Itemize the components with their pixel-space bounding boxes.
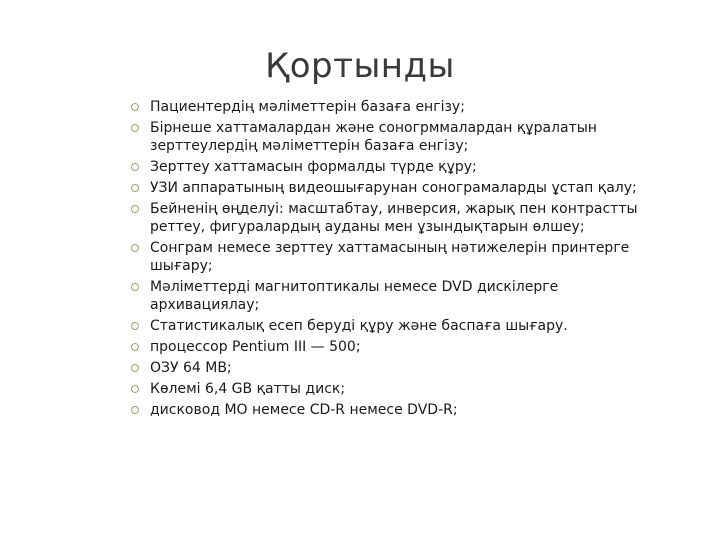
bullet-circle-icon <box>131 103 139 111</box>
bullet-text: Статистикалық есеп беруді құру және баспаға шығару. <box>150 318 568 334</box>
bullet-list <box>128 98 668 422</box>
bullet-item <box>128 158 668 176</box>
bullet-text: ОЗУ 64 MB; <box>150 360 232 376</box>
bullet-text: Бейненің өңделуі: масштабтау, инверсия, жарық пен контрастты реттеу, фигуралардың ауданы мен ұзындықтарын өлшеу; <box>150 201 638 235</box>
bullet-circle-icon <box>131 283 139 291</box>
bullet-circle-icon <box>131 184 139 192</box>
bullet-item <box>128 179 668 197</box>
bullet-item <box>128 317 668 335</box>
bullet-item <box>128 278 668 314</box>
bullet-text: дисковод МО немесе CD-R немесе DVD-R; <box>150 402 458 418</box>
bullet-text: Бірнеше хаттамалардан және соногрммалардан құралатын зерттеулердің мәліметтерін базаға енгізу; <box>150 120 597 154</box>
bullet-circle-icon <box>131 322 139 330</box>
bullet-text: Пациентердің мәліметтерін базаға енгізу; <box>150 99 465 115</box>
bullet-text: УЗИ аппаратының видеошығарунан сонограмаларды ұстап қалу; <box>150 180 637 196</box>
bullet-text: Зерттеу хаттамасын формалды түрде құру; <box>150 159 477 175</box>
bullet-item <box>128 338 668 356</box>
bullet-circle-icon <box>131 124 139 132</box>
slide-title: Қортынды <box>265 46 455 86</box>
bullet-text: Көлемі 6,4 GB қатты диск; <box>150 381 346 397</box>
bullet-item <box>128 401 668 419</box>
bullet-text: процессор Pentium III — 500; <box>150 339 361 355</box>
bullet-item <box>128 119 668 155</box>
bullet-text: Мәліметтерді магнитоптикалы немесе DVD дискілерге архивациялау; <box>150 279 559 313</box>
bullet-item <box>128 380 668 398</box>
bullet-circle-icon <box>131 406 139 414</box>
bullet-item <box>128 98 668 116</box>
bullet-item <box>128 200 668 236</box>
bullet-circle-icon <box>131 163 139 171</box>
bullet-circle-icon <box>131 385 139 393</box>
bullet-circle-icon <box>131 343 139 351</box>
bullet-circle-icon <box>131 205 139 213</box>
bullet-circle-icon <box>131 364 139 372</box>
bullet-item <box>128 239 668 275</box>
bullet-item <box>128 359 668 377</box>
bullet-text: Сонграм немесе зерттеу хаттамасының нәтижелерін принтерге шығару; <box>150 240 630 274</box>
bullet-circle-icon <box>131 244 139 252</box>
